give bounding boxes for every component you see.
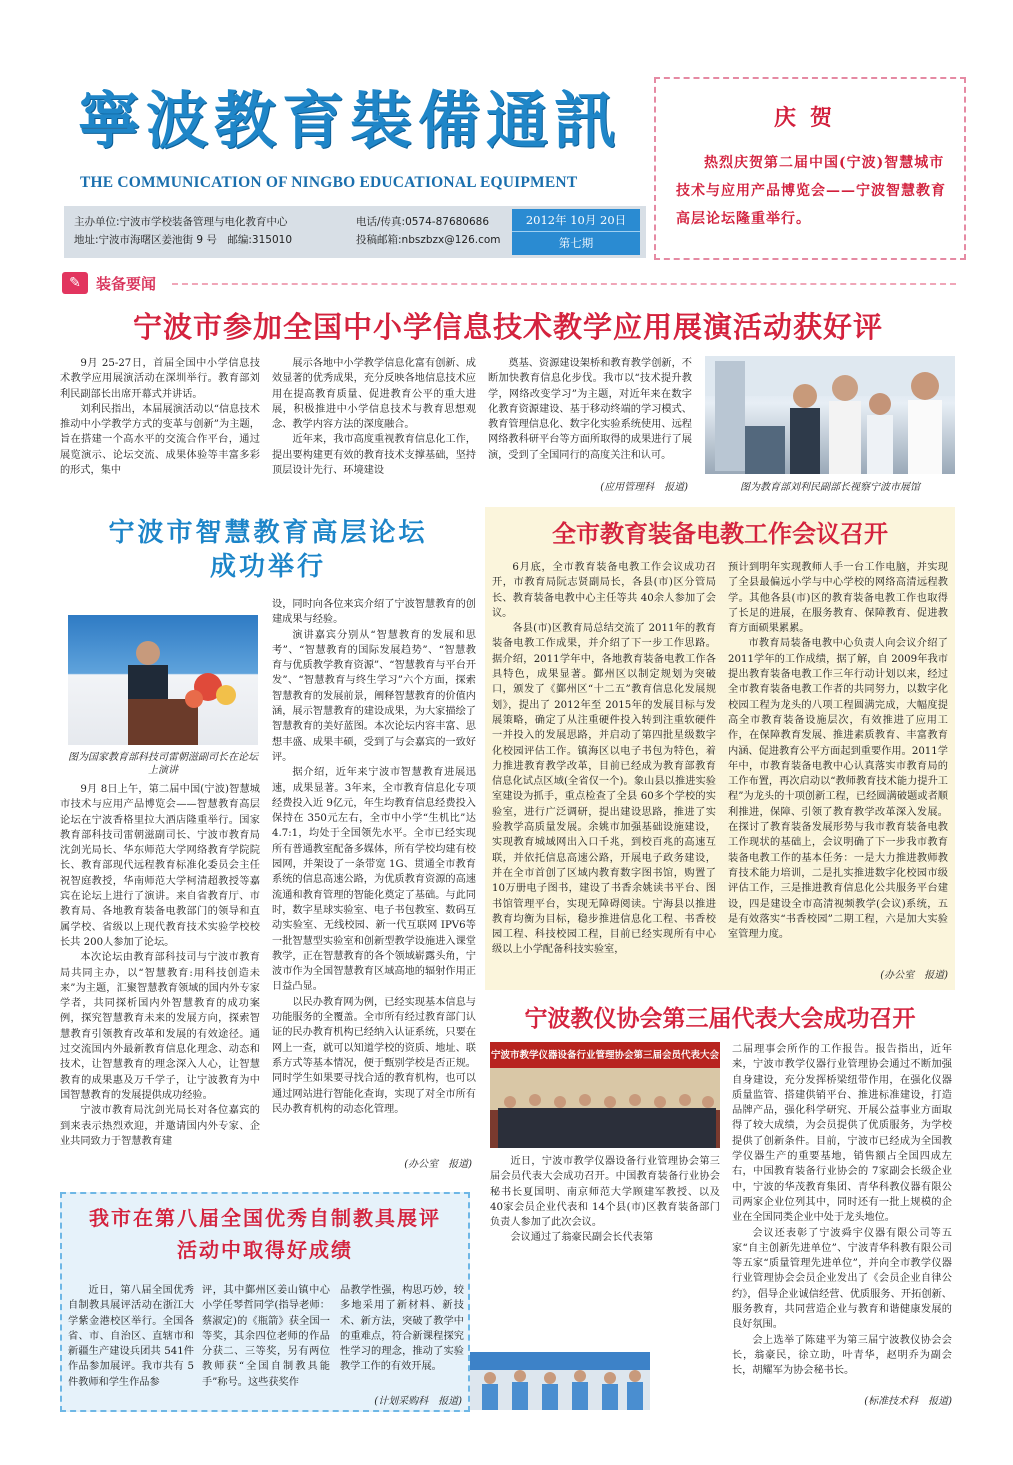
contact-info bbox=[356, 213, 501, 249]
article1-photo bbox=[705, 356, 955, 474]
section-label: 装备要闻 bbox=[96, 275, 157, 293]
article3-headline: 全市教育装备电教工作会议召开 bbox=[552, 520, 888, 548]
article2-reporter: (办公室 报道) bbox=[404, 1159, 472, 1170]
book-icon: ✎ bbox=[62, 272, 88, 294]
issue-number: 第七期 bbox=[558, 236, 594, 250]
publisher-info bbox=[74, 213, 292, 249]
article1-col3: 奠基、资源建设架桥和教育教学创新，不断加快教育信息化步伐。我市以“技术提升教学，网络改变学习”为主题，对近年来在数字化教育资源建设、基于移动终端的学习模式、教育管理信息化、数字化实验系统使用、远程网络教科研平台等方面所取得的成果进行了展演，受到了全国同行的高度关注和认可。 bbox=[488, 358, 692, 461]
email-text: 投稿邮箱:nbszbzx@126.com bbox=[356, 234, 501, 246]
article4-headline: 宁波教仪协会第三届代表大会成功召开 bbox=[524, 1005, 916, 1032]
article1-headline: 宁波市参加全国中小学信息技术教学应用展演活动获好评 bbox=[132, 310, 883, 344]
sponsor-text: 主办单位:宁波市学校装备管理与电化教育中心 bbox=[74, 216, 288, 228]
phone-text: 电话/传真:0574-87680686 bbox=[356, 216, 490, 228]
article2-col1: 9月 8日上午，第二届中国(宁波)智慧城市技术与应用产品博览会——智慧教育高层论坛在宁波香格里拉大酒店隆重举行。国家教育部科技司雷朝滋副司长、宁波市教育局沈剑光局长、华东师范大学网络教育学院院长、教育部现代远程教育标准化委员会主任祝智庭教授，华南师范大学柯清超教授等嘉宾在论坛上进行了演讲。来自省教育厅、市教育局、各地教育装备电教部门的领导和直属学校、省级以上现代教育技术实验学校校长共 200人参加了论坛。 本次论坛由教育部科技司与宁波市教育局共同主办，以“智慧教育:用科技创造未来”为主题，汇聚智慧教育领域的国内外专家学者，共同探析国内外智慧教育的成功案例，探究智慧教育未来的发展方向，探索智慧教育引领教育改革和发展的有效途径。通过交流国内外最新教育信息化理念、动态和技术，让智慧教育的理念深入人心，让智慧教育的成果惠及万千学子，让宁波教育为中国智慧教育的发展提供成功经验。 宁波市教育局沈剑光局长对各位嘉宾的到来表示热烈欢迎，并邀请国内外专家、企业共同致力于智慧教育建 bbox=[60, 784, 260, 1147]
congrats-title: 庆贺 bbox=[773, 105, 846, 131]
article3-reporter: (办公室 报道) bbox=[880, 970, 948, 981]
article2-caption: 图为国家教育部科技司雷朝滋副司长在论坛上演讲 bbox=[68, 752, 258, 776]
article3-col2: 预计到明年实现教师人手一台工作电脑，并实现了全县最偏远小学与中心学校的网络高清远程教学。其他各县(市)区的教育装备电教工作也取得了长足的进展，在服务教育、保障教育、促进教育方面硕果累累。 市教育局装备电教中心负责人向会议介绍了 2011学年的工作成绩，据了解，自 2009年我市提出教育装备电教工作三年行动计划以来，经过全市教育装备电教工作者的共同努力，以数字化校园工程为龙头的八项工程圆满完成，大幅度提高全市教育装备设施层次，有效推进了应用工作，在保障教育发展、推进素质教育、丰富教育内涵、促进教育公平方面起到重要作用。2011学年中，市教育装备电教中心认真落实市教育局的工作布置，再次启动以“教师教育技术能力提升工程”为龙头的十项创新工程，已经圆满破题或者顺利推进，保障、引领了教育教学改革深入发展。在探讨了教育装备发展形势与我市教育装备电教工作现状的基础上，会议明确了下一步我市教育装备电教工作的基本任务：一是大力推进教师教育技术能力培训，二是扎实推进数字化校园市级评估工作，三是推进教育信息化公共服务平台建设，四是建设全市高清视频教学(会议)系统，五是有效落实“书香校园”二期工程，六是加大实验室管理力度。 bbox=[728, 562, 948, 941]
masthead-title: 寧波教育裝備通訊 bbox=[78, 84, 623, 157]
article1-col1: 9月 25-27日，首届全国中小学信息技术教学应用展演活动在深圳举行。教育部刘利民副部长出席开幕式并讲话。 刘利民指出，本届展演活动以“信息技术推动中小学教学方式的变革与创新”为主题，旨在搭建一个高水平的交流合作平台，通过展览演示、论坛交流、成果体验等丰富多彩的形式，集中 bbox=[60, 358, 260, 477]
article2-col2: 设，同时向各位来宾介绍了宁波智慧教育的创建成果与经验。 演讲嘉宾分别从“智慧教育的发展和思考”、“智慧教育的国际发展趋势”、“智慧教育与优质教学教育资源”、“智慧教育与平台开发”、“智慧教育与终生学习”六个方面，探索智慧教育的发展前景，阐释智慧教育的价值内涵，展示智慧教育的建设成果，为大家描绘了智慧教育的美好蓝图。本次论坛内容丰富、思想丰盛、成果丰硕，受到了与会嘉宾的一致好评。 据介绍，近年来宁波市智慧教育进展迅速，成果显著。3年来，全市教育信息化专项经费投入近 9亿元，年生均教育信息经费投入保持在 350元左右，全市中小学“生机比”达 4.7:1，均处于全国领先水平。全市已经实现所有普通教室配备多媒体，所有学校均建有校园网，并架设了一条带宽 1G、贯通全市教育系统的信息高速公路，为优质教育资源的高速流通和教育管理的智能化奠定了基础。与此同时，数字星球实验室、电子书包教室、数码互动实验室、无线校园、新一代互联网 IPV6等一批智慧型实验室和创新型教学设施进入课堂教学，正在智慧教育的各个领域崭露头角，宁波市作为全国智慧教育区域高地的辐射作用正日益凸显。 以民办教育网为例，已经实现基本信息与功能服务的全覆盖。全市所有经过教育部门认证的民办教育机构已经纳入认证系统，只要在网上一查，就可以知道学校的资质、地址、联系方式等基本情况，便于甄别学校是否正规。同时学生如果要寻找合适的教育机构，也可以通过网站进行智能化查询，实现了对全市所有民办教育机构的动态化管理。 bbox=[272, 599, 476, 1115]
article4-col1: 近日，宁波市教学仪器设备行业管理协会第三届会员代表大会成功召开。中国教育装备行业协会秘书长夏国明、南京师范大学顾建军教授、以及 40家会员企业代表和 14个县(市)区教育装备部门负责人参加了此次会议。 会议通过了翁豪民副会长代表第 bbox=[490, 1156, 720, 1244]
address-text: 地址:宁波市海曙区姜池街 9 号 邮编:315010 bbox=[74, 234, 293, 246]
masthead-subtitle: THE COMMUNICATION OF NINGBO EDUCATIONAL EQUIPMENT bbox=[80, 174, 578, 191]
section-divider bbox=[172, 283, 956, 285]
article1-reporter: (应用管理科 报道) bbox=[600, 482, 688, 493]
article4-photo bbox=[490, 1042, 720, 1148]
congrats-body: 热烈庆贺第二届中国(宁波)智慧城市技术与应用产品博览会——宁波智慧教育高层论坛隆重举行。 bbox=[676, 155, 946, 227]
section-header bbox=[60, 272, 956, 296]
article2-headline: 宁波市智慧教育高层论坛 成功举行 bbox=[108, 518, 428, 582]
article5-col3: 品教学性强，构思巧妙，较多地采用了新材料、新技术、新方法，突破了教学中的重难点，符合新课程探究性学习的理念，推动了实验教学工作的有效开展。 bbox=[340, 1285, 464, 1373]
issue-date: 2012年 10月 20日 bbox=[512, 209, 640, 232]
article2-photo bbox=[68, 615, 258, 745]
issue-date-box bbox=[512, 209, 640, 255]
congrats-box bbox=[654, 77, 966, 260]
article5-col2: 评，其中鄞州区姜山镇中心小学任琴哲同学(指导老师：蔡淑定)的《瓶箭》获全国一等奖，其余四位老师的作品分获二、三等奖，另有两位教师获“全国自制教具能手”称号。这些获奖作 bbox=[202, 1285, 330, 1388]
article3-col1: 6月底，全市教育装备电教工作会议成功召开，市教育局阮志贤副局长，各县(市)区分管局长、教育装备电教中心主任等共 40余人参加了会议。 各县(市)区教育局总结交流了 2011年的教育装备电教工作成果，并介绍了下一步工作思路。据介绍，2011学年中，各地教育装备电教工作各具特色，成果显著。鄞州区以制定规划为突破口，颁发了《鄞州区“十二五”教育信息化发展规划》，提出了 2012年至 2015年的发展目标与发展策略，确定了从注重硬件投入转到注重软硬件一并投入的发展思路，并启动了第四批星级数字化校园评估工作。镇海区以电子书包为特色，着力推进教育教学改革，目前已经成为教育部教育信息化试点区域(全省仅一个)。象山县以推进实验室建设为抓手，重点检查了全县 60多个学校的实验室，进行广泛调研，提出建设思路，推进了实验教学高质量发展。余姚市加强基础设施建设，实现教育城域网出入口千兆，到校百兆的高速互联，并依托信息高速公路，开展电子政务建设，并在全市首创了区域内教育数字图书馆，购置了 10万册电子图书，建设了书香余姚读书平台、图书馆管理平台，实现无障碍阅读。宁海县以推进教育均衡为目标，稳步推进信息化工程、书香校园工程、科技校园工程，目前已经实现所有中心级以上小学配备科技实验室， bbox=[492, 562, 716, 956]
article1-caption: 图为教育部刘利民副部长视察宁波市展馆 bbox=[740, 482, 920, 493]
article5-reporter: (计划采购科 报道) bbox=[374, 1396, 462, 1407]
article4-col2: 二届理事会所作的工作报告。报告指出，近年来，宁波市教学仪器行业管理协会通过不断加强自身建设，充分发挥桥梁纽带作用，在强化仪器质量监管、搭建供销平台、推进标准建设，打造品牌产品，强化科学研究、开展公益事业方面取得了较大成绩，为会员提供了优质服务，为学校提供了创新条件。目前，宁波市已经成为全国教学仪器生产的重要基地，销售额占全国四成左右，中国教育装备行业协会的 7家副会长级企业中，宁波的华茂教育集团、青华科教仪器有限公司两家企业位列其中，同时还有一批上规模的企业在全国同类企业中处于龙头地位。 会议还表彰了宁波舜宇仪器有限公司等五家“自主创新先进单位”、宁波青华科教有限公司等五家“质量管理先进单位”，并向全市教学仪器行业管理协会会员企业发出了《会员企业自律公约》，倡导企业诚信经营、优质服务、开拓创新、服务教育，共同营造企业与教育和谐健康发展的良好氛围。 会上选举了陈建平为第三届宁波教仪协会会长，翁豪民，徐立助，叶青华，赵明乔为副会长，胡耀军为协会秘书长。 bbox=[732, 1044, 952, 1377]
article5-col1: 近日，第八届全国优秀自制教具展评活动在浙江大学紫金港校区举行。全国各省、市、自治区、直辖市和新疆生产建设兵团共 541件作品参加展评。我市共有 5件教师和学生作品参 bbox=[68, 1285, 194, 1388]
article1-col2: 展示各地中小学教学信息化富有创新、成效显著的优秀成果，充分反映各地信息技术应用在提高教育质量、促进教育公平的重大进展，积极推进中小学信息技术与教育思想观念、教学内容方法的深度融合。 近年来，我市高度重视教育信息化工作，提出要构建更有效的教育技术支撑基础，坚持顶层设计先行、环境建设 bbox=[272, 358, 476, 477]
award-group-photo bbox=[470, 1352, 650, 1410]
speaker-at-podium-photo bbox=[68, 615, 258, 745]
article5-headline: 我市在第八届全国优秀自制教具展评 活动中取得好成绩 bbox=[89, 1206, 441, 1262]
officials-visiting-photo bbox=[705, 356, 955, 474]
photo-banner-text: 宁波市教学仪器设备行业管理协会第三届会员代表大会 bbox=[490, 1050, 719, 1061]
article5-photo bbox=[470, 1352, 650, 1410]
article4-reporter: (标准技术科 报道) bbox=[864, 1396, 952, 1407]
